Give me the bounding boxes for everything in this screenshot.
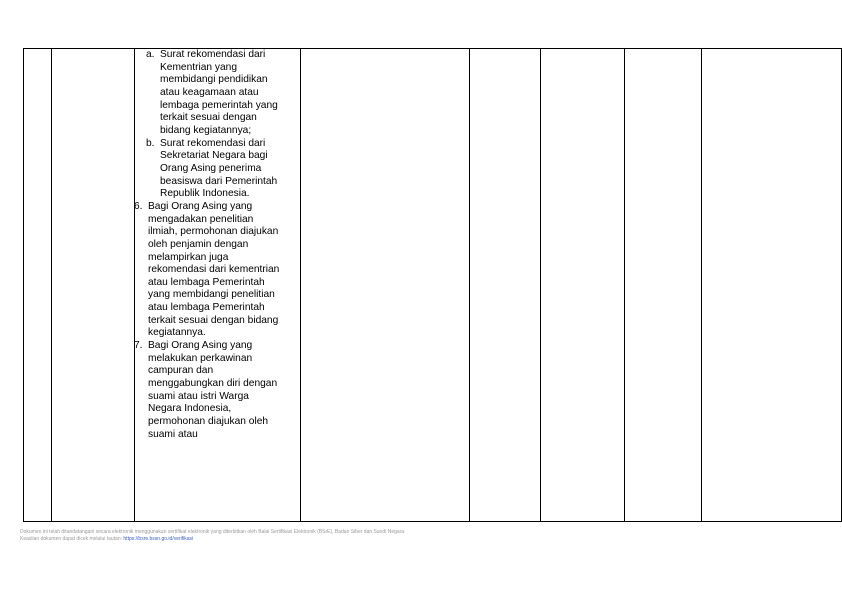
table-cell-empty bbox=[624, 49, 701, 522]
table-row bbox=[24, 49, 842, 522]
list-item bbox=[134, 201, 283, 340]
list-marker: 7. bbox=[133, 340, 143, 352]
verification-notice bbox=[20, 536, 193, 543]
verification-text: Keaslian dokumen dapat dicek melalui tautan: bbox=[20, 536, 124, 542]
table-cell-empty bbox=[540, 49, 624, 522]
list-text: Bagi Orang Asing yang melakukan perkawinan campuran dan menggabungkan diri dengan suami atau istri Warga Negara Indonesia, permohonan diajukan oleh suami atau bbox=[147, 340, 278, 440]
verification-link[interactable]: https://bsre.bssn.go.id/verifikasi bbox=[123, 536, 194, 542]
list-marker: 6. bbox=[133, 200, 143, 212]
list-text: Surat rekomendasi dari Kementrian yang membidangi pendidikan atau keagamaan atau lembaga pemerintah yang terkait sesuai dengan bidang kegiatannya; bbox=[159, 49, 278, 136]
requirements-table bbox=[23, 48, 842, 522]
list-marker: b. bbox=[145, 137, 155, 149]
list-text: Bagi Orang Asing yang mengadakan penelitian ilmiah, permohonan diajukan oleh penjamin dengan melampirkan juga rekomendasi dari kementrian atau lembaga Pemerintah yang membidangi penelitian atau lembaga Pemerintah terkait sesuai dengan bidang kegiatannya. bbox=[147, 200, 280, 339]
list-text: Surat rekomendasi dari Sekretariat Negara bagi Orang Asing penerima beasiswa dari Pemerintah Republik Indonesia. bbox=[159, 137, 278, 200]
table-cell-empty bbox=[300, 49, 469, 522]
table-cell-empty bbox=[702, 49, 842, 522]
list-item bbox=[145, 49, 289, 138]
table-cell-item bbox=[51, 49, 134, 522]
list-item bbox=[145, 138, 289, 201]
table-cell-number bbox=[24, 49, 52, 522]
table-cell-requirements bbox=[134, 49, 300, 522]
table-cell-empty bbox=[470, 49, 540, 522]
list-marker: a. bbox=[145, 49, 155, 60]
signature-notice: Dokumen ini telah ditandatangani secara elektronik menggunakan sertifikat elektronik yang diterbitkan oleh Balai Sertifikasi Elektronik (BSrE), Badan Siber dan Sandi Negara bbox=[20, 529, 405, 535]
requirements-content bbox=[135, 49, 300, 441]
list-item bbox=[134, 340, 283, 441]
